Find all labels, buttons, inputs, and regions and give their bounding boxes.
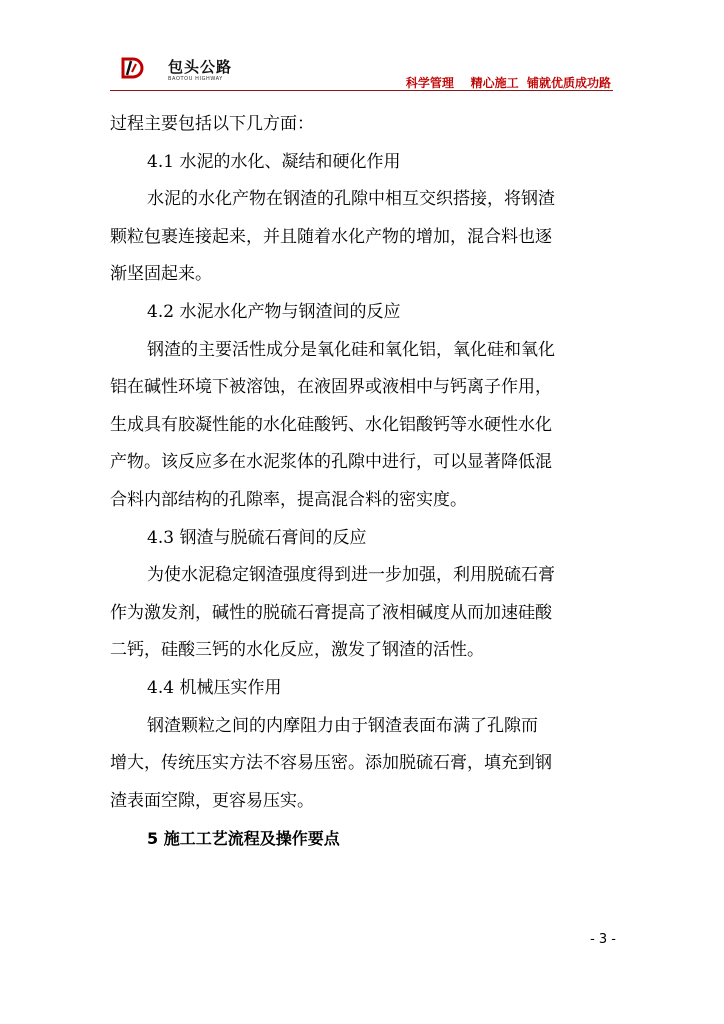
brand-name: 包头公路 [168,58,233,76]
body-text-line: 铝在碱性环境下被溶蚀，在液固界或液相中与钙离子作用， [110,377,552,398]
body-text-line: 为使水泥稳定钢渣强度得到进一步加强，利用脱硫石膏 [147,565,555,586]
document-body [110,106,615,858]
body-text-line: 合料内部结构的孔隙率，提高混合料的密实度。 [110,489,467,510]
section-heading-4-1: 4.1 水泥的水化、凝结和硬化作用 [147,151,401,172]
body-text-line: 水泥的水化产物在钢渣的孔隙中相互交织搭接，将钢渣 [147,189,555,210]
body-text-line: 过程主要包括以下几方面： [110,114,314,134]
body-text-line: 颗粒包裹连接起来，并且随着水化产物的增加，混合料也逐 [110,226,552,247]
header-divider [110,90,613,91]
body-text-line: 渐坚固起来。 [110,264,212,285]
body-text-line: 作为激发剂，碱性的脱硫石膏提高了液相碱度从而加速硅酸 [110,602,552,623]
page-header [110,52,613,92]
body-text-line: 产物。该反应多在水泥浆体的孔隙中进行，可以显著降低混 [110,452,552,473]
header-slogan: 科学管理 精心施工 铺就优质成功路 [405,76,611,90]
section-heading-4-4: 4.4 机械压实作用 [147,677,282,698]
section-heading-4-3: 4.3 钢渣与脱硫石膏间的反应 [147,527,367,548]
baotou-highway-logo-icon [120,55,146,81]
body-text-line: 渣表面空隙，更容易压实。 [110,790,314,811]
body-text-line: 生成具有胶凝性能的水化硅酸钙、水化铝酸钙等水硬性水化 [110,414,552,435]
body-text-line: 钢渣的主要活性成分是氧化硅和氧化铝，氧化硅和氧化 [147,339,555,360]
page-number: - 3 - [590,932,616,947]
section-heading-4-2: 4.2 水泥水化产物与钢渣间的反应 [147,301,401,322]
body-text-line: 二钙，硅酸三钙的水化反应，激发了钢渣的活性。 [110,640,484,661]
body-text-line: 钢渣颗粒之间的内摩阻力由于钢渣表面布满了孔隙而 [147,715,538,736]
section-heading-5: 5 施工工艺流程及操作要点 [147,829,340,849]
body-text-line: 增大，传统压实方法不容易压密。添加脱硫石膏，填充到钢 [110,753,552,774]
brand-subtitle: BAOTOU HIGHWAY [168,76,223,82]
